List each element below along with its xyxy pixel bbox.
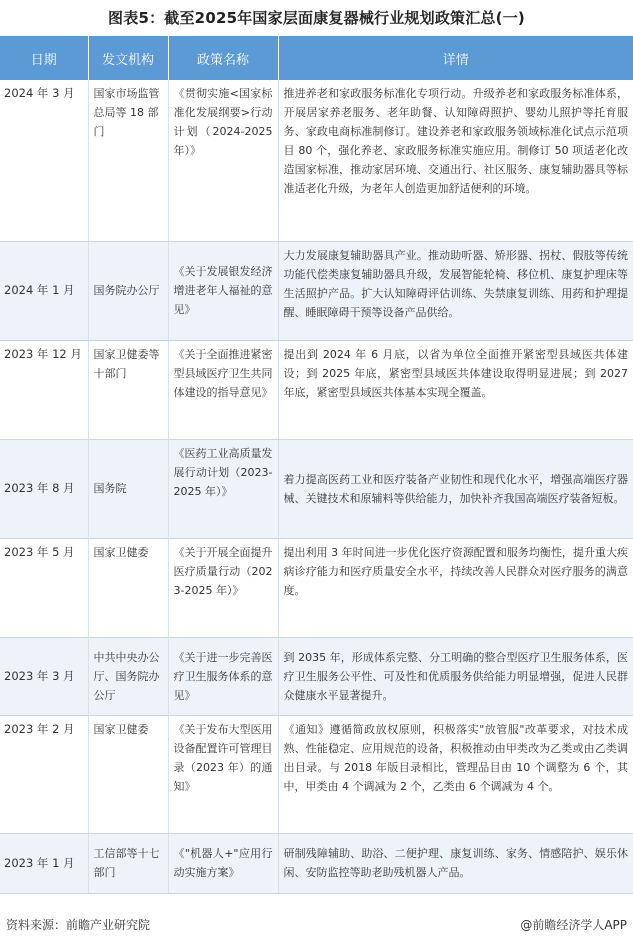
row-detail: 到 2035 年，形成体系完整、分工明确的整合型医疗卫生服务体系，医疗卫生服务公平性、可及性和优质服务供给能力明显增强，促进人民群众健康水平显著提升。: [278, 637, 633, 715]
row-detail: 推进养老和家政服务标准化专项行动。升级养老和家政服务标准体系，开展居家养老服务、老年助餐、认知障碍照护、婴幼儿照护等托育服务、家政电商标准制修订。建设养老和家政服务领域标准化试点示范项目 80 个，强化养老、家政服务标准实施应用。制修订 50 项适老化改造国家标准，推动家居环境、交通出行、社区服务、康复辅助器具等标准适老化升级，为老年人创造更加舒适便利的环境。: [278, 80, 633, 241]
table-row: [0, 439, 633, 538]
row-agency: 国务院: [88, 439, 168, 538]
row-agency: 中共中央办公厅、国务院办公厅: [88, 637, 168, 715]
row-policy: 《关于发展银发经济增进老年人福祉的意见》: [168, 241, 278, 340]
row-agency: 国家卫健委: [88, 715, 168, 833]
brand-credit-text: @前瞻经济学人APP: [520, 918, 627, 932]
row-date: 2023 年 2 月: [0, 715, 88, 833]
table-row: [0, 538, 633, 637]
table-row: [0, 715, 633, 833]
row-date: 2023 年 5 月: [0, 538, 88, 637]
header-agency: 发文机构: [88, 36, 168, 80]
row-detail: 提出到 2024 年 6 月底，以省为单位全面推开紧密型县域医共体建设；到 2025 年底，紧密型县域医共体建设取得明显进展；到 2027 年底，紧密型县域医共体基本实现全覆盖。: [278, 340, 633, 439]
table-header-row: [0, 36, 633, 80]
table-row: [0, 340, 633, 439]
row-detail: 大力发展康复辅助器具产业。推动助听器、矫形器、拐杖、假肢等传统功能代偿类康复辅助器具升级，发展智能轮椅、移位机、康复护理床等生活照护产品。扩大认知障碍评估训练、失禁康复训练、用药和护理提醒、睡眠障碍干预等设备产品供给。: [278, 241, 633, 340]
row-agency: 国务院办公厅: [88, 241, 168, 340]
row-policy: 《医药工业高质量发展行动计划（2023-2025 年）》: [168, 439, 278, 538]
table-row: [0, 833, 633, 893]
row-detail: 研制残障辅助、助浴、二便护理、康复训练、家务、情感陪护、娱乐休闲、安防监控等助老助残机器人产品。: [278, 833, 633, 893]
header-policy: 政策名称: [168, 36, 278, 80]
brand-credit: [520, 916, 627, 933]
row-policy: 《贯彻实施<国家标准化发展纲要>行动计划（2024-2025 年）》: [168, 80, 278, 241]
row-policy: 《"机器人+"应用行动实施方案》: [168, 833, 278, 893]
footer: [0, 914, 633, 934]
source-note: 资料来源：前瞻产业研究院: [6, 918, 151, 932]
policy-table: [0, 36, 633, 894]
header-detail: 详情: [278, 36, 633, 80]
row-date: 2023 年 8 月: [0, 439, 88, 538]
row-agency: 国家卫健委: [88, 538, 168, 637]
row-date: 2024 年 1 月: [0, 241, 88, 340]
header-date: 日期: [0, 36, 88, 80]
row-detail: 着力提高医药工业和医疗装备产业韧性和现代化水平，增强高端医疗器械、关键技术和原辅料等供给能力，加快补齐我国高端医疗装备短板。: [278, 439, 633, 538]
row-policy: 《关于全面推进紧密型县域医疗卫生共同体建设的指导意见》: [168, 340, 278, 439]
row-date: 2024 年 3 月: [0, 80, 88, 241]
table-row: [0, 637, 633, 715]
row-agency: 国家卫健委等十部门: [88, 340, 168, 439]
row-date: 2023 年 3 月: [0, 637, 88, 715]
row-policy: 《关于发布大型医用设备配置许可管理目录（2023 年）的通知》: [168, 715, 278, 833]
table-row: [0, 241, 633, 340]
row-agency: 工信部等十七部门: [88, 833, 168, 893]
row-agency: 国家市场监管总局等 18 部门: [88, 80, 168, 241]
row-detail: 提出利用 3 年时间进一步优化医疗资源配置和服务均衡性，提升重大疾病诊疗能力和医疗质量安全水平，持续改善人民群众对医疗服务的满意度。: [278, 538, 633, 637]
page-title: 图表5：截至2025年国家层面康复器械行业规划政策汇总(一): [108, 9, 525, 27]
row-policy: 《关于开展全面提升医疗质量行动（2023-2025 年）》: [168, 538, 278, 637]
table-row: [0, 80, 633, 241]
row-date: 2023 年 12 月: [0, 340, 88, 439]
row-policy: 《关于进一步完善医疗卫生服务体系的意见》: [168, 637, 278, 715]
row-detail: 《通知》遵循简政放权原则，积极落实"放管服"改革要求，对技术成熟、性能稳定、应用规范的设备，积极推动由甲类改为乙类或由乙类调出目录。与 2018 年版目录相比，管理品目由 10 个调整为 6 个，其中，甲类由 4 个调减为 2 个，乙类由 6 个调减为 4 个。: [278, 715, 633, 833]
row-date: 2023 年 1 月: [0, 833, 88, 893]
